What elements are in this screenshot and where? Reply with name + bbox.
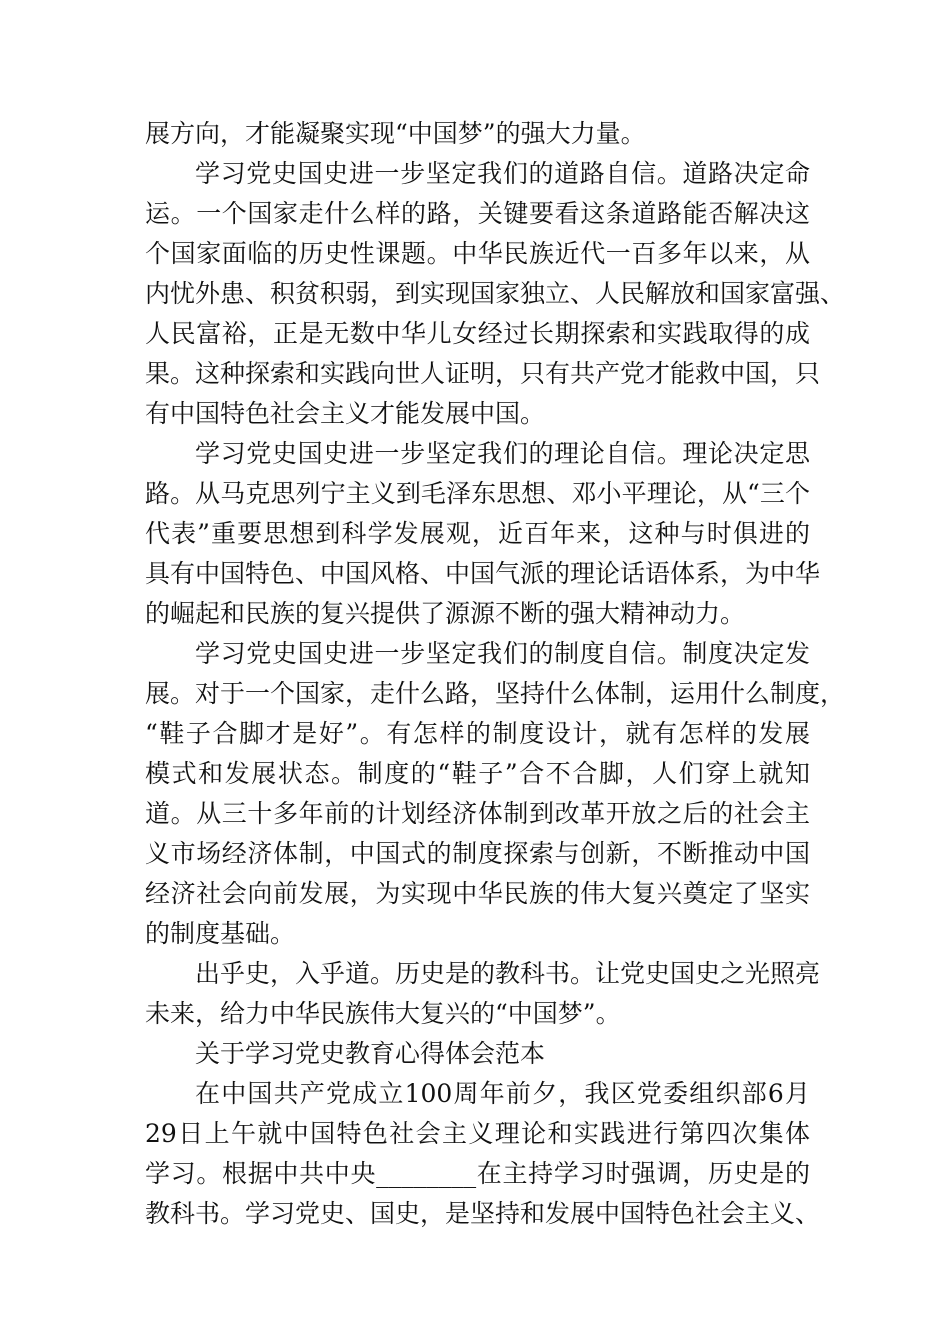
paragraph-first-line: 出乎史，入乎道。历史是的教科书。让党史国史之光照亮 (195, 959, 821, 988)
paragraph-first-line: 学习党史国史进一步坚定我们的道路自信。道路决定命 (195, 159, 810, 188)
text-line: 的制度基础。 (145, 919, 296, 948)
text-line: 内忧外患、积贫积弱，到实现国家独立、人民解放和国家富强、 (145, 279, 846, 308)
text-line: 果。这种探索和实践向世人证明，只有共产党才能救中国，只 (145, 359, 821, 388)
text-line: “鞋子合脚才是好”。有怎样的制度设计，就有怎样的发展 (145, 719, 810, 748)
paragraph-first-line: 学习党史国史进一步坚定我们的理论自信。理论决定思 (195, 439, 810, 468)
text-line: 义市场经济体制，中国式的制度探索与创新，不断推动中国 (145, 839, 810, 868)
text-line: 学习。根据中共中央________在主持学习时强调，历史是的 (145, 1159, 810, 1188)
text-line: 代表”重要思想到科学发展观，近百年来，这种与时俱进的 (145, 519, 810, 548)
text-line: 道。从三十多年前的计划经济体制到改革开放之后的社会主 (145, 799, 810, 828)
text-line: 具有中国特色、中国风格、中国气派的理论话语体系，为中华 (145, 559, 821, 588)
text-line: 教科书。学习党史、国史，是坚持和发展中国特色社会主义、 (145, 1199, 821, 1228)
text-line: 经济社会向前发展，为实现中华民族的伟大复兴奠定了坚实 (145, 879, 810, 908)
text-line: 模式和发展状态。制度的“鞋子”合不合脚，人们穿上就知 (145, 759, 810, 788)
section-title: 关于学习党史教育心得体会范本 (195, 1039, 546, 1068)
paragraph-first-line: 学习党史国史进一步坚定我们的制度自信。制度决定发 (195, 639, 810, 668)
text-line: 人民富裕，正是无数中华儿女经过长期探索和实践取得的成 (145, 319, 810, 348)
text-line: 29日上午就中国特色社会主义理论和实践进行第四次集体 (145, 1119, 810, 1148)
text-line: 展方向，才能凝聚实现“中国梦”的强大力量。 (145, 119, 646, 148)
text-line: 有中国特色社会主义才能发展中国。 (145, 399, 546, 428)
text-line: 未来，给力中华民族伟大复兴的“中国梦”。 (145, 999, 621, 1028)
text-line: 路。从马克思列宁主义到毛泽东思想、邓小平理论，从“三个 (145, 479, 810, 508)
text-line: 运。一个国家走什么样的路，关键要看这条道路能否解决这 (145, 199, 810, 228)
text-line: 的崛起和民族的复兴提供了源源不断的强大精神动力。 (145, 599, 746, 628)
paragraph-first-line: 在中国共产党成立100周年前夕，我区党委组织部6月 (195, 1079, 810, 1108)
text-line: 展。对于一个国家，走什么路，坚持什么体制，运用什么制度， (145, 679, 846, 708)
text-line: 个国家面临的历史性课题。中华民族近代一百多年以来，从 (145, 239, 810, 268)
